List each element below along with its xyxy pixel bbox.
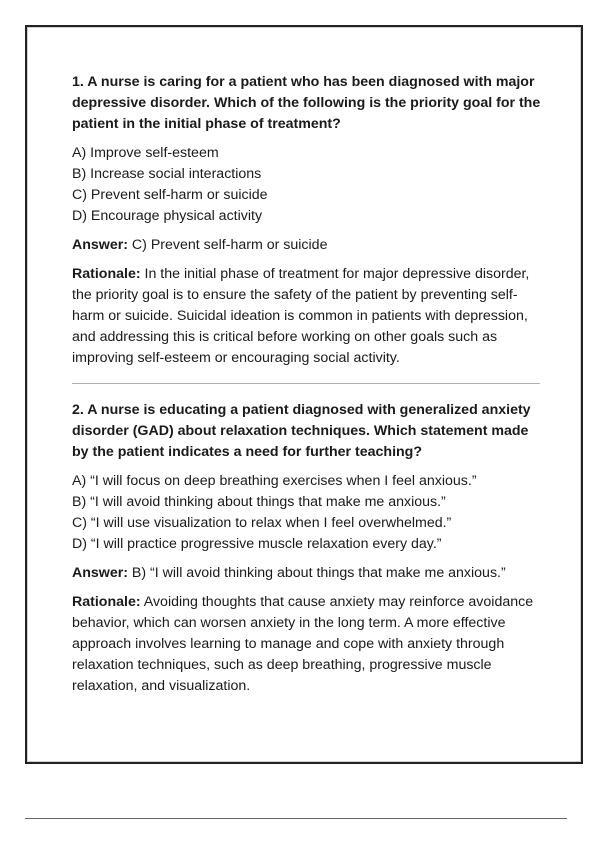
question-block-2 [72,400,542,697]
question-1-rationale-label: Rationale: [72,266,141,282]
question-block-1 [72,72,542,369]
question-1-options [72,143,542,227]
question-2-option-d: D) “I will practice progressive muscle relaxation every day.” [72,536,442,552]
question-divider [72,383,540,384]
question-2-options [72,471,542,555]
question-1-rationale-text: In the initial phase of treatment for major depressive disorder, the priority goal is to ensure the safety of the patient by preventing self-harm or suicide. Suicidal ideation is common in patients with depression, and addressing this is critical before working on other goals such as improving self-esteem or encouraging social activity. [72,266,530,366]
question-1-option-c: C) Prevent self-harm or suicide [72,187,268,203]
footer-rule [25,818,567,819]
question-2-text: 2. A nurse is educating a patient diagnosed with generalized anxiety disorder (GAD) about relaxation techniques. Which statement made by the patient indicates a need for further teaching? [72,402,531,460]
question-1-answer [72,235,542,256]
question-2-answer-text: B) “I will avoid thinking about things that make me anxious.” [127,565,506,581]
question-2-rationale-text: Avoiding thoughts that cause anxiety may reinforce avoidance behavior, which can worsen anxiety in the long term. A more effective approach involves learning to manage and cope with anxiety through relaxation techniques, such as deep breathing, progressive muscle relaxation, and visualization. [72,594,534,694]
question-2-answer-label: Answer: [72,565,128,581]
question-1-rationale [72,264,542,369]
question-2-option-b: B) “I will avoid thinking about things that make me anxious.” [72,494,446,510]
question-1-text: 1. A nurse is caring for a patient who has been diagnosed with major depressive disorder. Which of the following is the priority goal for the patient in the initial phase of treatment? [72,74,541,132]
question-2-rationale [72,592,542,697]
question-1-option-d: D) Encourage physical activity [72,208,263,224]
question-2-rationale-label: Rationale: [72,594,141,610]
question-2-option-a: A) “I will focus on deep breathing exercises when I feel anxious.” [72,473,477,489]
question-1-answer-text: C) Prevent self-harm or suicide [127,237,328,253]
question-2-option-c: C) “I will use visualization to relax when I feel overwhelmed.” [72,515,452,531]
question-1-option-b: B) Increase social interactions [72,166,262,182]
question-2-answer [72,563,542,584]
question-1-option-a: A) Improve self-esteem [72,145,219,161]
document-content [72,72,542,705]
question-1-answer-label: Answer: [72,237,128,253]
